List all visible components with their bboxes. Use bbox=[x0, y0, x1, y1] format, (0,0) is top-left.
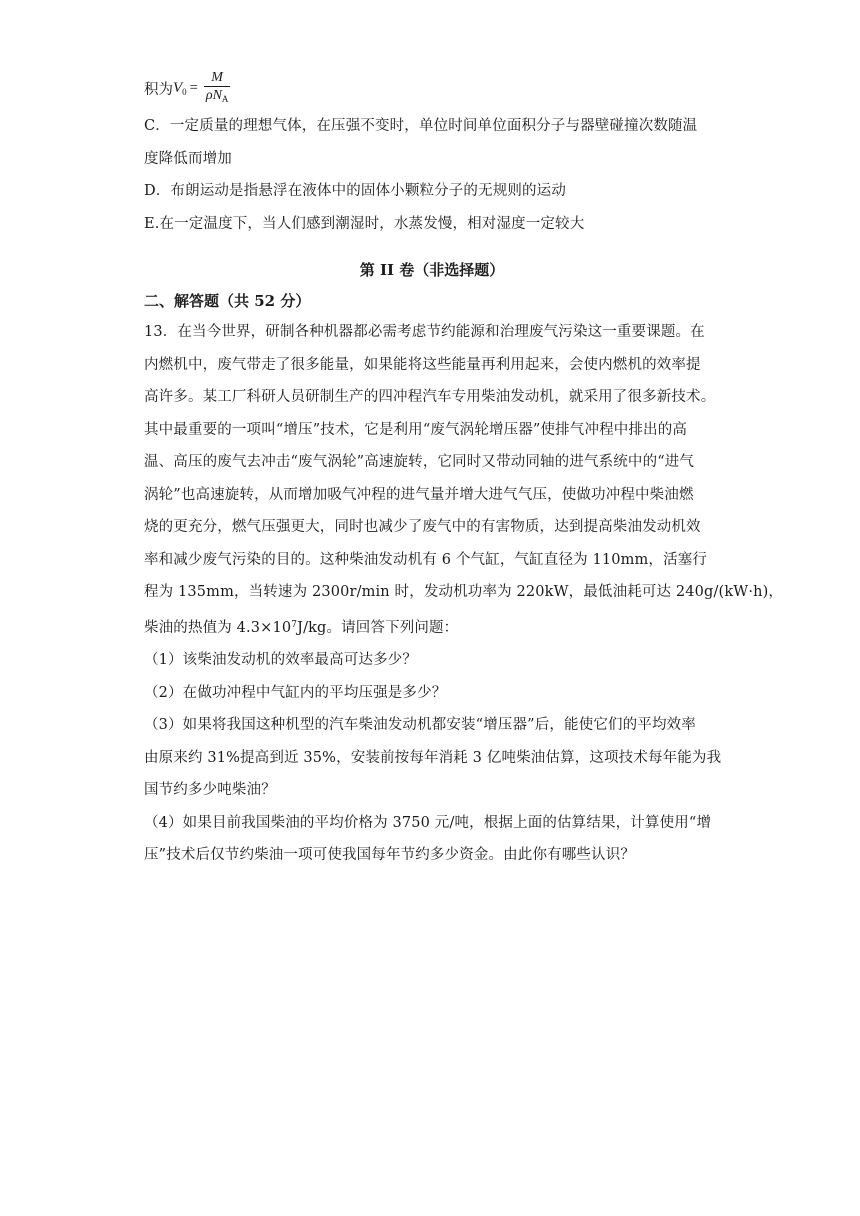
q13-line: 13．在当今世界，研制各种机器都必需考虑节约能源和治理废气污染这一重要课题。在 bbox=[144, 324, 705, 340]
v-zero-symbol: $V_0$ bbox=[173, 79, 187, 97]
q13-line: 内燃机中，废气带走了很多能量，如果能将这些能量再利用起来，会使内燃机的效率提 bbox=[144, 356, 701, 373]
q13-sub-question-4-line: 压”技术后仅节约柴油一项可使我国每年节约多少资金。由此你有哪些认识？ bbox=[144, 847, 636, 863]
q13-line: 高许多。某工厂科研人员研制生产的四冲程汽车专用柴油发动机，就采用了很多新技术。 bbox=[144, 389, 716, 405]
q13-line: 程为 135mm，当转速为 2300r/min 时，发动机功率为 220kW，最低油耗可达 240g/(kW·h)， bbox=[144, 584, 784, 600]
q13-sub-question-1: （1）该柴油发动机的效率最高可达多少？ bbox=[144, 652, 418, 668]
equals-sign: = bbox=[189, 79, 198, 96]
option-d: D．布朗运动是指悬浮在液体中的固体小颗粒分子的无规则的运动 bbox=[144, 183, 566, 199]
q13-sub-question-3-line: （3）如果将我国这种机型的汽车柴油发动机都安装“增压器”后，能使它们的平均效率 bbox=[144, 717, 696, 733]
volume-fraction bbox=[204, 69, 231, 108]
fraction-numerator: M bbox=[211, 69, 223, 85]
q13-sub-question-3-line: 国节约多少吨柴油？ bbox=[144, 782, 276, 798]
q13-sub-question-3-line: 由原来约 31%提高到近 35%，安装前按每年消耗 3 亿吨柴油估算，这项技术每年能为我 bbox=[144, 749, 722, 766]
fraction-denominator: $\rho N_A$ bbox=[205, 87, 229, 104]
section-title: 第 II 卷（非选择题） bbox=[359, 261, 505, 279]
option-c-line-1: C．一定质量的理想气体，在压强不变时，单位时间单位面积分子与器壁碰撞次数随温 bbox=[144, 118, 698, 134]
q13-sub-question-2: （2）在做功冲程中气缸内的平均压强是多少？ bbox=[144, 684, 447, 701]
question-13 bbox=[144, 316, 784, 872]
q13-last-line: 柴油的热值为 $4.3\times 10^7J/kg$。请回答下列问题： bbox=[144, 619, 459, 636]
option-c-line-2: 度降低而增加 bbox=[144, 150, 232, 167]
option-b-prefix: 积为 bbox=[144, 81, 173, 98]
document-page bbox=[144, 66, 784, 872]
option-e: E.在一定温度下，当人们感到潮湿时，水蒸发慢，相对湿度一定较大 bbox=[144, 215, 585, 232]
option-b-continuation bbox=[144, 66, 720, 110]
section-heading: 二、解答题（共 52 分） bbox=[144, 292, 311, 310]
q13-line: 温、高压的废气去冲击“废气涡轮”高速旋转，它同时又带动同轴的进气系统中的“进气 bbox=[144, 454, 695, 470]
q13-line: 烧的更充分，燃气压强更大，同时也减少了废气中的有害物质，达到提高柴油发动机效 bbox=[144, 519, 701, 535]
q13-line: 率和减少废气污染的目的。这种柴油发动机有 6 个气缸，气缸直径为 110mm，活塞行 bbox=[144, 551, 708, 568]
q13-line: 涡轮”也高速旋转，从而增加吸气冲程的进气量并增大进气气压，使做功冲程中柴油燃 bbox=[144, 486, 694, 503]
q13-line: 其中最重要的一项叫“增压”技术，它是利用“废气涡轮增压器”使排气冲程中排出的高 bbox=[144, 421, 687, 438]
q13-sub-question-4-line: （4）如果目前我国柴油的平均价格为 3750 元/吨，根据上面的估算结果，计算使用“增 bbox=[144, 814, 712, 831]
